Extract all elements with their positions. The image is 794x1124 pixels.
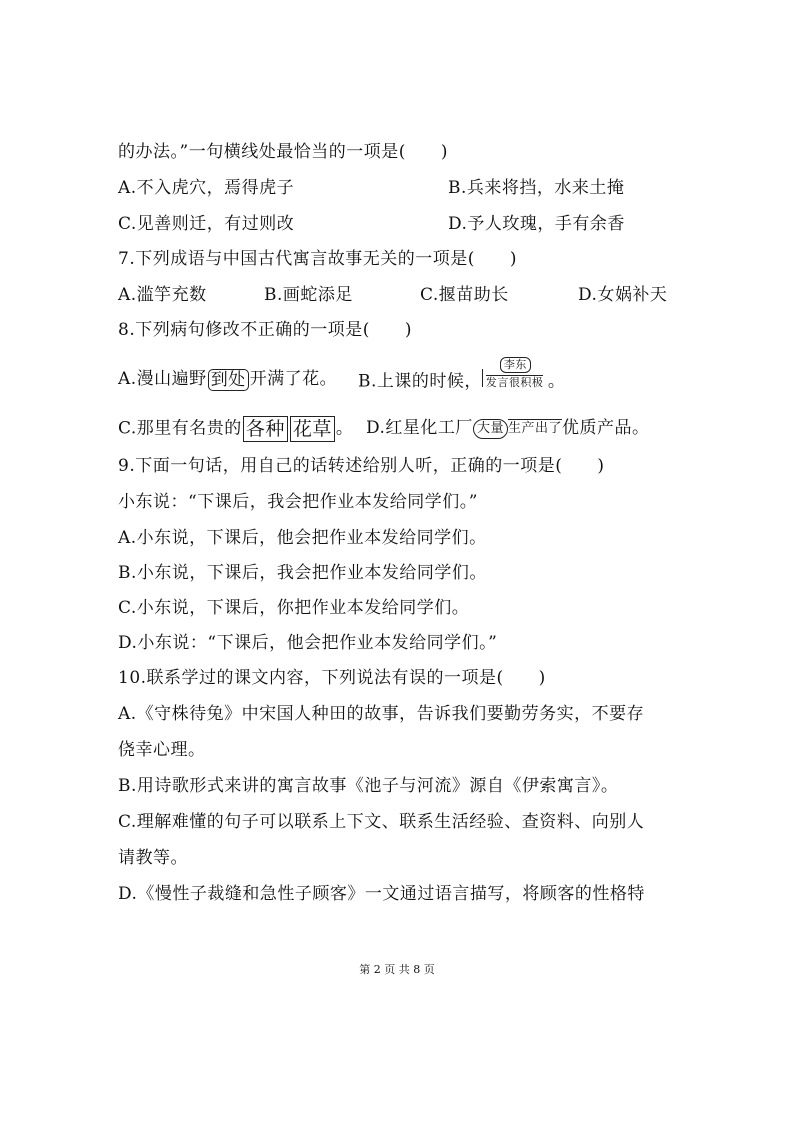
q8a-text-before: A.漫山遍野 [118,369,207,389]
q8d-circled-word: 大量 [473,419,508,439]
q9-option-a: A.小东说，下课后，他会把作业本发给同学们。 [118,528,487,548]
q8c-mark-1: 各种 [243,416,288,442]
q8d-marked-text: 生产出了 [507,420,562,436]
q9-sentence: 小东说：“下课后，我会把作业本发给同学们。” [118,492,478,512]
q9-option-b: B.小东说，下课后，我会把作业本发给同学们。 [118,563,487,583]
q9-option-c: C.小东说，下课后，你把作业本发给同学们。 [118,598,470,618]
q8c-text-after: 。 [335,418,354,439]
q10-option-d: D.《慢性子裁缝和急性子顾客》一文通过语言描写，将顾客的性格特 [118,884,645,904]
q7-option-d: D.女娲补天 [578,285,668,305]
q8d-text-before: D.红星化工厂 [366,418,473,438]
q6-option-a: A.不入虎穴，焉得虎子 [118,178,295,198]
q10-option-c-line2: 请教等。 [118,848,188,868]
q8b-inserted-word: 李东 [500,357,531,373]
page-footer: 第 2 页 共 8 页 [359,963,435,976]
q8-option-d [366,416,649,441]
q8-stem: 8.下列病句修改不正确的一项是( ) [118,320,412,340]
q8d-text-after: 优质产品。 [561,418,650,438]
q8b-text-after: 。 [547,371,566,392]
q8b-text-before: B.上课的时候， [358,371,482,392]
q8-option-c [118,416,353,442]
q8a-correction-mark: 到处 [208,369,249,391]
q8c-text-before: C.那里有名贵的 [118,418,242,439]
q9-stem: 9.下面一句话，用自己的话转述给别人听，正确的一项是( ) [118,456,605,476]
q8a-text-after: 开满了花。 [249,369,338,389]
q10-option-b: B.用诗歌形式来讲的寓言故事《池子与河流》源自《伊索寓言》。 [118,776,619,796]
q7-option-c: C.揠苗助长 [420,285,509,305]
q10-option-c-line1: C.理解难懂的句子可以联系上下文、联系生活经验、查资料、向别人 [118,812,645,832]
q6-option-c: C.见善则迁，有过则改 [118,214,295,234]
q10-option-a-line1: A.《守株待兔》中宋国人种田的故事，告诉我们要勤劳务实，不要存 [118,704,645,724]
q7-option-b: B.画蛇添足 [264,285,353,305]
q10-stem: 10.联系学过的课文内容，下列说法有误的一项是( ) [118,668,546,688]
q8c-mark-2: 花草 [290,416,335,442]
q9-option-d: D.小东说：“下课后，他会把作业本发给同学们。” [118,633,498,653]
q6-option-b: B.兵来将挡，水来土掩 [448,178,625,198]
q8b-marked-text: 发言很积极 [485,376,544,389]
q8-option-a [118,367,337,391]
q8-option-b [358,358,566,397]
q7-stem: 7.下列成语与中国古代寓言故事无关的一项是( ) [118,249,517,269]
q8d-marked-phrase [508,417,562,441]
q8b-insertion-mark [482,358,548,397]
q10-option-a-line2: 侥幸心理。 [118,740,206,760]
q6-option-d: D.予人玫瑰，手有余香 [448,214,625,234]
q6-stem-tail: 的办法。”一句横线处最恰当的一项是( ) [118,142,448,162]
q7-option-a: A.滥竽充数 [118,285,207,305]
